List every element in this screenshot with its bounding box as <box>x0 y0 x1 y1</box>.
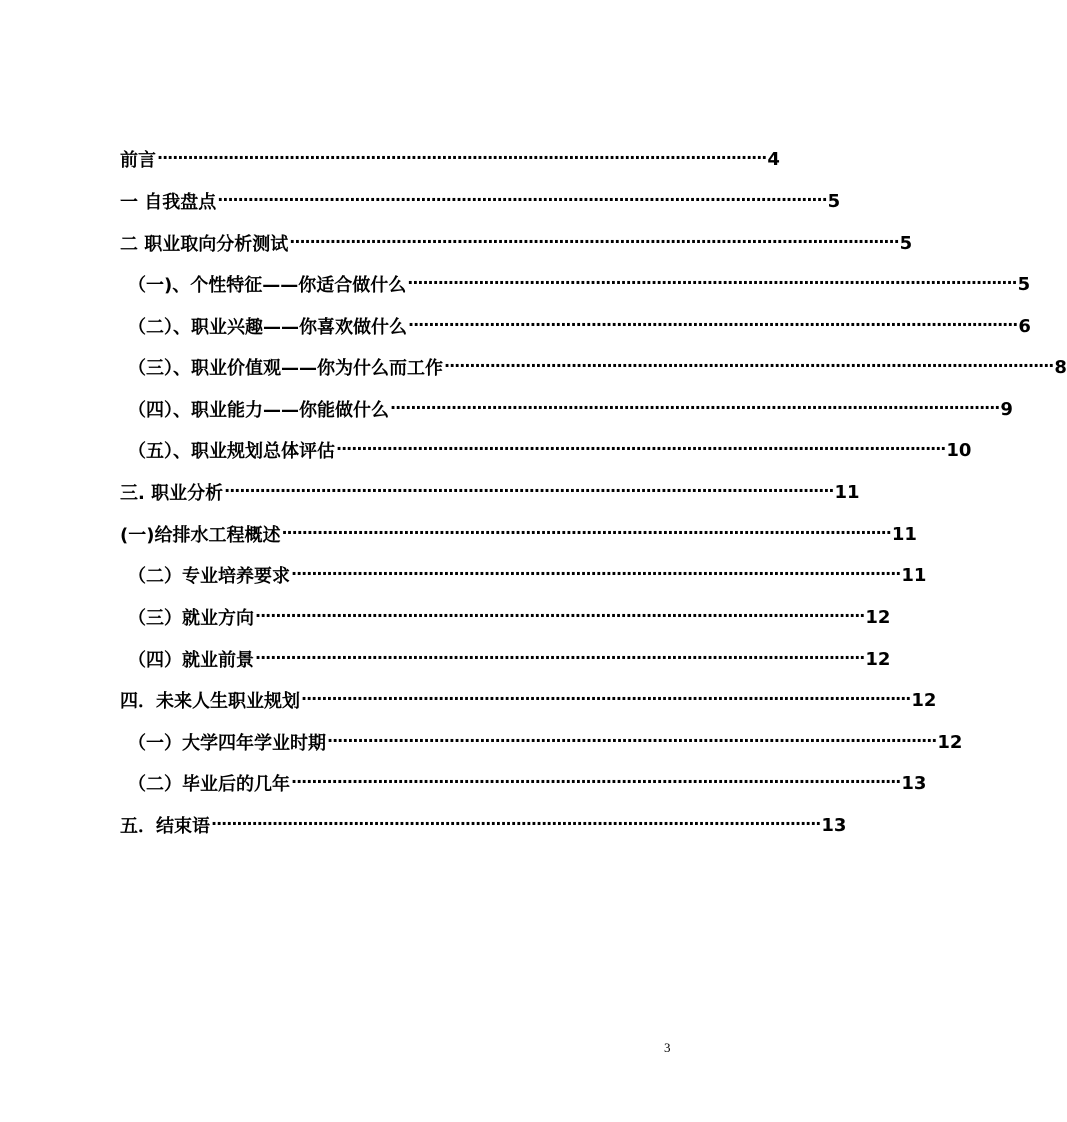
toc-leader-dots: ························································································································ <box>327 731 937 750</box>
toc-entry-page: 5 <box>1017 273 1031 295</box>
toc-entry-training-requirements[interactable] <box>128 562 927 588</box>
toc-leader-dots: ························································································································ <box>408 315 1018 334</box>
toc-entry-label: （二）毕业后的几年 <box>128 774 290 795</box>
toc-leader-dots: ························································································································ <box>224 481 834 500</box>
toc-entry-page: 12 <box>911 689 937 711</box>
toc-entry-page: 13 <box>901 772 927 794</box>
toc-entry-employment-prospects[interactable] <box>128 646 891 672</box>
toc-entry-label: (一)给排水工程概述 <box>120 525 281 546</box>
toc-leader-dots: ························································································································ <box>211 814 821 833</box>
toc-entry-label: （一)、个性特征——你适合做什么 <box>128 275 407 296</box>
toc-entry-page: 5 <box>899 232 913 254</box>
toc-leader-dots: ························································································································ <box>407 273 1017 292</box>
toc-entry-career-values[interactable] <box>128 354 1067 380</box>
toc-entry-page: 6 <box>1018 315 1031 337</box>
toc-leader-dots: ························································································································ <box>336 439 946 458</box>
toc-entry-label: （四）、职业能力——你能做什么 <box>128 400 389 421</box>
toc-entry-label: 五．结束语 <box>120 816 210 837</box>
toc-leader-dots: ························································································································ <box>291 772 901 791</box>
toc-entry-page: 11 <box>891 523 917 545</box>
toc-leader-dots: ························································································································ <box>217 190 827 209</box>
toc-entry-page: 8 <box>1054 356 1067 378</box>
toc-entry-years-after-graduation[interactable] <box>128 770 927 796</box>
toc-entry-label: （四）就业前景 <box>128 650 254 671</box>
toc-entry-personality-traits[interactable] <box>128 271 1031 297</box>
toc-leader-dots: ························································································································ <box>444 356 1054 375</box>
toc-entry-employment-direction[interactable] <box>128 604 891 630</box>
toc-leader-dots: ························································································································ <box>157 148 767 167</box>
toc-entry-page: 11 <box>834 481 860 503</box>
toc-entry-career-orientation-test[interactable] <box>120 230 913 256</box>
toc-entry-career-ability[interactable] <box>128 396 1013 422</box>
toc-entry-career-interest[interactable] <box>128 313 1031 339</box>
toc-entry-preface[interactable] <box>120 146 780 172</box>
toc-entry-label: （一）大学四年学业时期 <box>128 733 326 754</box>
toc-entry-conclusion[interactable] <box>120 812 847 838</box>
toc-entry-page: 12 <box>865 606 891 628</box>
page-number: 3 <box>664 1040 671 1055</box>
toc-entry-university-years[interactable] <box>128 729 963 755</box>
toc-entry-label: （三）就业方向 <box>128 608 254 629</box>
toc-entry-label: （二）、职业兴趣——你喜欢做什么 <box>128 317 407 338</box>
toc-entry-page: 5 <box>827 190 841 212</box>
toc-entry-page: 11 <box>901 564 927 586</box>
toc-entry-page: 9 <box>1000 398 1013 420</box>
toc-entry-label: 二 职业取向分析测试 <box>120 234 289 255</box>
toc-entry-page: 12 <box>865 648 891 670</box>
toc-entry-label: （三）、职业价值观——你为什么而工作 <box>128 358 443 379</box>
toc-entry-water-engineering-overview[interactable] <box>120 521 917 547</box>
toc-leader-dots: ························································································································ <box>390 398 1000 417</box>
toc-entry-label: 四．未来人生职业规划 <box>120 691 300 712</box>
toc-leader-dots: ························································································································ <box>255 648 865 667</box>
toc-entry-label: 一 自我盘点 <box>120 192 217 213</box>
toc-entry-overall-assessment[interactable] <box>128 437 972 463</box>
toc-entry-career-analysis[interactable] <box>120 479 860 505</box>
toc-entry-future-career-plan[interactable] <box>120 687 937 713</box>
toc-entry-page: 13 <box>821 814 847 836</box>
toc-entry-page: 12 <box>937 731 963 753</box>
toc-entry-page: 4 <box>767 148 780 170</box>
toc-entry-label: （二）专业培养要求 <box>128 566 290 587</box>
toc-entry-page: 10 <box>946 439 972 461</box>
toc-entry-self-inventory[interactable] <box>120 188 841 214</box>
toc-entry-label: 三. 职业分析 <box>120 483 224 504</box>
toc-leader-dots: ························································································································ <box>255 606 865 625</box>
toc-entry-label: 前言 <box>120 150 156 171</box>
toc-leader-dots: ························································································································ <box>301 689 911 708</box>
toc-leader-dots: ························································································································ <box>289 232 899 251</box>
toc-leader-dots: ························································································································ <box>291 564 901 583</box>
toc-leader-dots: ························································································································ <box>281 523 891 542</box>
toc-entry-label: （五）、职业规划总体评估 <box>128 441 335 462</box>
